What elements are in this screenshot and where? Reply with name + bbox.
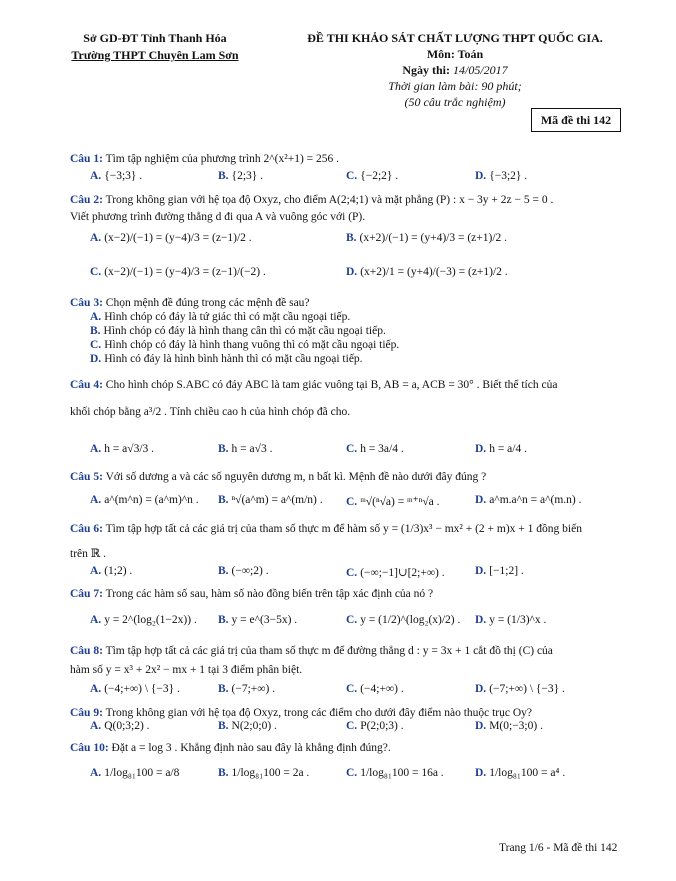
- option-letter: B.: [218, 720, 229, 732]
- answer-d: [475, 494, 581, 506]
- question-number: Câu 7:: [70, 588, 103, 600]
- answer-text: 1/log₈₁100 = 16a .: [360, 767, 444, 779]
- answer-b: [90, 325, 386, 337]
- answer-text: Hình có đáy là hình bình hành thì có mặt cầu ngoại tiếp.: [104, 353, 363, 365]
- option-letter: D.: [475, 614, 487, 626]
- answer-a: [90, 683, 180, 695]
- answer-a: [90, 170, 142, 182]
- answer-text: h = a/4 .: [489, 443, 527, 455]
- question-number: Câu 2:: [70, 194, 103, 206]
- option-letter: B.: [218, 683, 229, 695]
- answer-text: (x−2)/(−1) = (y−4)/3 = (z−1)/2 .: [104, 232, 252, 244]
- question-8: [70, 644, 630, 659]
- option-letter: C.: [90, 266, 102, 278]
- option-letter: B.: [218, 494, 229, 506]
- answer-text: P(2;0;3) .: [360, 720, 404, 732]
- answer-b: [218, 170, 263, 182]
- answer-text: {−3;3} .: [104, 170, 143, 182]
- answer-text: y = 2^(log₂(1−2x)) .: [104, 614, 197, 626]
- answer-text: Hình chóp có đáy là hình thang vuông thì có mặt cầu ngoại tiếp.: [104, 339, 400, 351]
- exam-question-count: (50 câu trắc nghiệm): [404, 95, 506, 109]
- option-letter: D.: [475, 170, 487, 182]
- answer-text: y = (1/2)^(log₂(x)/2) .: [360, 614, 461, 626]
- question-number: Câu 9:: [70, 707, 103, 719]
- answer-text: Q(0;3;2) .: [104, 720, 150, 732]
- answer-text: h = a√3 .: [231, 443, 273, 455]
- option-letter: C.: [346, 170, 358, 182]
- option-letter: A.: [90, 170, 102, 182]
- date-label: Ngày thi:: [402, 63, 450, 77]
- answer-d: [346, 266, 508, 278]
- answer-text: Hình chóp có đáy là hình thang cân thì có mặt cầu ngoại tiếp.: [103, 325, 386, 337]
- question-10: [70, 741, 630, 756]
- answer-c: [346, 494, 440, 508]
- exam-header: [265, 30, 645, 110]
- answer-a: [90, 311, 350, 323]
- answer-b: [218, 720, 277, 732]
- answer-text: N(2;0;0) .: [231, 720, 277, 732]
- answer-text: ⁿ√(a^m) = a^(m/n) .: [231, 494, 323, 506]
- answer-text: {−3;2} .: [489, 170, 528, 182]
- answer-c: [90, 339, 399, 351]
- answer-d: [475, 565, 524, 577]
- question-text: Trong không gian với hệ tọa độ Oxyz, cho điểm A(2;4;1) và mặt phẳng (P) : x − 3y + 2z − 5 = 0 .: [105, 194, 554, 206]
- answer-text: 1/log₈₁100 = 2a .: [231, 767, 310, 779]
- option-letter: C.: [346, 614, 358, 626]
- answer-text: y = e^(3−5x) .: [231, 614, 298, 626]
- answer-text: [−1;2] .: [489, 565, 524, 577]
- answer-text: M(0;−3;0) .: [489, 720, 543, 732]
- answer-text: y = (1/3)^x .: [489, 614, 547, 626]
- option-letter: B.: [218, 565, 229, 577]
- answer-c: [346, 683, 404, 695]
- answer-c: [346, 767, 444, 779]
- answer-text: (1;2) .: [104, 565, 133, 577]
- option-letter: B.: [218, 443, 229, 455]
- answer-d: [475, 170, 527, 182]
- option-letter: D.: [475, 494, 487, 506]
- question-4: [70, 378, 630, 393]
- answer-a: [90, 720, 150, 732]
- option-letter: C.: [346, 767, 358, 779]
- answer-c: [346, 443, 404, 455]
- page-footer: Trang 1/6 - Mã đề thi 142: [499, 842, 618, 854]
- question-text: Tìm tập nghiệm của phương trình 2^(x²+1) = 256 .: [105, 153, 340, 165]
- answer-c: [90, 266, 266, 278]
- answer-text: ᵐ√(ⁿ√a) = ᵐ⁺ⁿ√a .: [360, 496, 440, 508]
- option-letter: A.: [90, 443, 102, 455]
- answer-text: (−4;+∞) .: [360, 683, 404, 695]
- answer-b: [218, 614, 297, 626]
- exam-duration: Thời gian làm bài: 90 phút;: [388, 79, 522, 93]
- question-text: Tìm tập hợp tất cả các giá trị của tham số thực m để đường thẳng d : y = 3x + 1 cắt đồ thị (C) của: [105, 645, 553, 657]
- answer-b: [218, 683, 275, 695]
- answer-text: (x−2)/(−1) = (y−4)/3 = (z−1)/(−2) .: [104, 266, 266, 278]
- department-name: Sở GD-ĐT Tỉnh Thanh Hóa: [83, 31, 227, 45]
- question-number: Câu 1:: [70, 153, 103, 165]
- answer-text: (−7;+∞) \ {−3} .: [489, 683, 565, 695]
- question-number: Câu 4:: [70, 379, 103, 391]
- option-letter: D.: [475, 767, 487, 779]
- question-3: [70, 296, 630, 311]
- option-letter: A.: [90, 232, 102, 244]
- answer-text: a^(m^n) = (a^m)^n .: [104, 494, 199, 506]
- answer-c: [346, 565, 445, 579]
- answer-c: [346, 170, 398, 182]
- question-text: Chọn mệnh đề đúng trong các mệnh đề sau?: [105, 297, 310, 309]
- option-letter: C.: [346, 567, 358, 579]
- answer-text: (x+2)/(−1) = (y+4)/3 = (z+1)/2 .: [359, 232, 508, 244]
- answer-text: (−7;+∞) .: [231, 683, 276, 695]
- option-letter: D.: [346, 266, 358, 278]
- option-letter: A.: [90, 683, 102, 695]
- answer-b: [346, 232, 507, 244]
- school-name: Trường THPT Chuyên Lam Sơn: [71, 48, 239, 62]
- option-letter: C.: [346, 496, 358, 508]
- question-9: [70, 706, 630, 721]
- option-letter: A.: [90, 767, 102, 779]
- answer-text: Hình chóp có đáy là tứ giác thì có mặt cầu ngoại tiếp.: [104, 311, 351, 323]
- option-letter: D.: [90, 353, 102, 365]
- exam-date-line: [265, 62, 645, 78]
- answer-b: [218, 443, 272, 455]
- question-text: Với số dương a và các số nguyên dương m, n bất kì. Mệnh đề nào dưới đây đúng ?: [105, 471, 487, 483]
- answer-b: [218, 565, 269, 577]
- option-letter: B.: [218, 614, 229, 626]
- option-letter: B.: [90, 325, 101, 337]
- question-1: [70, 152, 630, 167]
- question-7: [70, 587, 630, 602]
- answer-b: [218, 494, 323, 506]
- question-number: Câu 6:: [70, 523, 103, 535]
- answer-a: [90, 232, 252, 244]
- option-letter: B.: [218, 170, 229, 182]
- option-letter: B.: [218, 767, 229, 779]
- option-letter: B.: [346, 232, 357, 244]
- answer-a: [90, 494, 199, 506]
- school-header: [60, 30, 250, 64]
- answer-text: h = a√3/3 .: [104, 443, 155, 455]
- question-2-line-2: Viết phương trình đường thẳng d đi qua A và vuông góc với (P).: [70, 211, 366, 223]
- question-6: [70, 522, 630, 537]
- answer-d: [475, 767, 565, 779]
- answer-text: (−∞;2) .: [231, 565, 269, 577]
- question-4-line-2: khối chóp bằng a³/2 . Tính chiều cao h của hình chóp đã cho.: [70, 406, 351, 418]
- question-text: Đặt a = log 3 . Khẳng định nào sau đây là khẳng định đúng?.: [111, 742, 391, 754]
- option-letter: C.: [346, 720, 358, 732]
- question-text: Trong không gian với hệ tọa độ Oxyz, trong các điểm cho dưới đây điểm nào thuộc trục Oy?: [105, 707, 533, 719]
- question-number: Câu 10:: [70, 742, 109, 754]
- answer-text: {−2;2} .: [360, 170, 399, 182]
- answer-text: 1/log₈₁100 = a/8: [104, 767, 180, 779]
- answer-d: [475, 683, 565, 695]
- answer-a: [90, 614, 197, 626]
- question-text: Tìm tập hợp tất cả các giá trị của tham số thực m để hàm số y = (1/3)x³ − mx² + (2 + m)x + 1 đồng biến: [105, 523, 582, 535]
- option-letter: D.: [475, 720, 487, 732]
- question-6-line-2: trên ℝ .: [70, 548, 107, 560]
- option-letter: A.: [90, 720, 102, 732]
- question-number: Câu 5:: [70, 471, 103, 483]
- answer-a: [90, 565, 132, 577]
- answer-text: 1/log₈₁100 = a⁴ .: [489, 767, 566, 779]
- option-letter: A.: [90, 494, 102, 506]
- option-letter: A.: [90, 565, 102, 577]
- question-5: [70, 470, 630, 485]
- answer-c: [346, 614, 460, 626]
- question-text: Trong các hàm số sau, hàm số nào đồng biến trên tập xác định của nó ?: [105, 588, 434, 600]
- option-letter: D.: [475, 565, 487, 577]
- answer-text: (−∞;−1]∪[2;+∞) .: [360, 567, 445, 579]
- option-letter: D.: [475, 443, 487, 455]
- answer-d: [475, 720, 543, 732]
- answer-text: h = 3a/4 .: [360, 443, 404, 455]
- question-8-line-2: hàm số y = x³ + 2x² − mx + 1 tại 3 điểm phân biệt.: [70, 664, 303, 676]
- exam-subject: Môn: Toán: [426, 47, 484, 61]
- option-letter: A.: [90, 614, 102, 626]
- answer-d: [90, 353, 363, 365]
- option-letter: C.: [90, 339, 102, 351]
- answer-d: [475, 443, 527, 455]
- answer-text: (x+2)/1 = (y+4)/(−3) = (z+1)/2 .: [360, 266, 508, 278]
- answer-text: (−4;+∞) \ {−3} .: [104, 683, 180, 695]
- answer-c: [346, 720, 404, 732]
- question-number: Câu 8:: [70, 645, 103, 657]
- answer-text: {2;3} .: [231, 170, 264, 182]
- answer-a: [90, 443, 154, 455]
- exam-code-box: Mã đề thi 142: [531, 108, 621, 132]
- answer-b: [218, 767, 309, 779]
- option-letter: C.: [346, 683, 358, 695]
- answer-text: a^m.a^n = a^(m.n) .: [489, 494, 582, 506]
- exam-date: 14/05/2017: [453, 63, 508, 77]
- option-letter: D.: [475, 683, 487, 695]
- exam-title: ĐỀ THI KHẢO SÁT CHẤT LƯỢNG THPT QUỐC GIA.: [307, 31, 603, 45]
- answer-a: [90, 767, 179, 779]
- question-text: Cho hình chóp S.ABC có đáy ABC là tam giác vuông tại B, AB = a, ACB = 30° . Biết thể tích của: [105, 379, 558, 391]
- answer-d: [475, 614, 546, 626]
- option-letter: A.: [90, 311, 102, 323]
- option-letter: C.: [346, 443, 358, 455]
- question-number: Câu 3:: [70, 297, 103, 309]
- question-2: [70, 193, 630, 208]
